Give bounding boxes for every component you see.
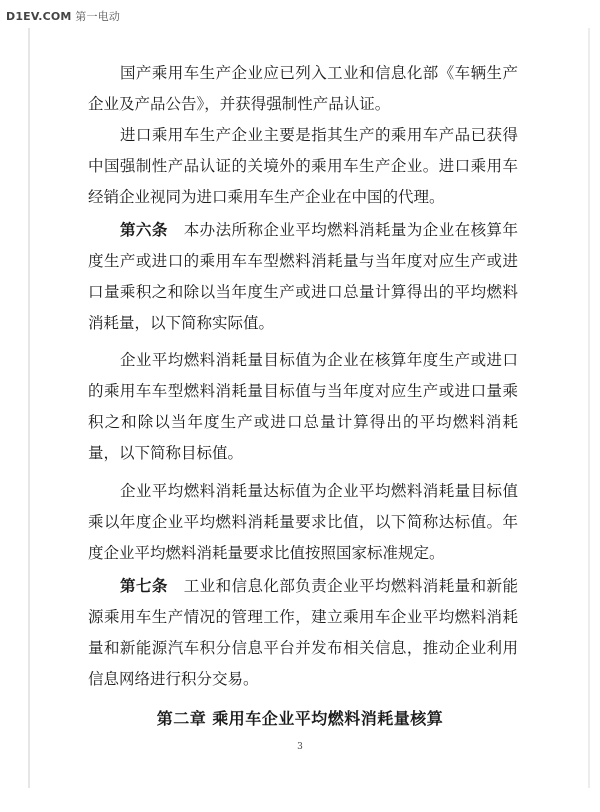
watermark-site: D1EV.COM: [6, 10, 72, 23]
article-label: 第六条: [120, 220, 168, 239]
page-number: 3: [297, 742, 303, 752]
paragraph-text: 企业平均燃料消耗量达标值为企业平均燃料消耗量目标值乘以年度企业平均燃料消耗量要求比值，以下简称达标值。年度企业平均燃料消耗量要求比值按照国家标准规定。: [88, 482, 518, 562]
paragraph-text: 本办法所称企业平均燃料消耗量为企业在核算年度生产或进口的乘用车车型燃料消耗量与当年度对应生产或进口量乘积之和除以当年度生产或进口总量计算得出的平均燃料消耗量，以下简称实际值。: [88, 221, 518, 332]
paragraph-compliance-value: [88, 476, 518, 569]
source-watermark: [6, 8, 120, 24]
paragraph-text: 进口乘用车生产企业主要是指其生产的乘用车产品已获得中国强制性产品认证的关境外的乘用车生产企业。进口乘用车经销企业视同为进口乘用车生产企业在中国的代理。: [88, 126, 518, 206]
page-edge-right: [588, 28, 590, 788]
article-label: 第七条: [120, 576, 168, 595]
watermark-name: 第一电动: [75, 10, 121, 23]
paragraph-import-producers: [88, 120, 518, 213]
paragraph-target-value: [88, 345, 518, 469]
paragraph-text: 工业和信息化部负责企业平均燃料消耗量和新能源乘用车生产情况的管理工作，建立乘用车企业平均燃料消耗量和新能源汽车积分信息平台并发布相关信息，推动企业利用信息网络进行积分交易。: [88, 577, 518, 688]
page-edge-left: [28, 28, 30, 788]
chapter-heading: 第二章 乘用车企业平均燃料消耗量核算: [156, 709, 444, 728]
article-seven: [88, 570, 518, 695]
article-six: [88, 214, 518, 339]
paragraph-text: 企业平均燃料消耗量目标值为企业在核算年度生产或进口的乘用车车型燃料消耗量目标值与当年度对应生产或进口量乘积之和除以当年度生产或进口总量计算得出的平均燃料消耗量，以下简称目标值。: [88, 351, 518, 462]
paragraph-text: 国产乘用车生产企业应已列入工业和信息化部《车辆生产企业及产品公告》，并获得强制性产品认证。: [88, 64, 518, 113]
paragraph-domestic-producers: [88, 58, 518, 120]
